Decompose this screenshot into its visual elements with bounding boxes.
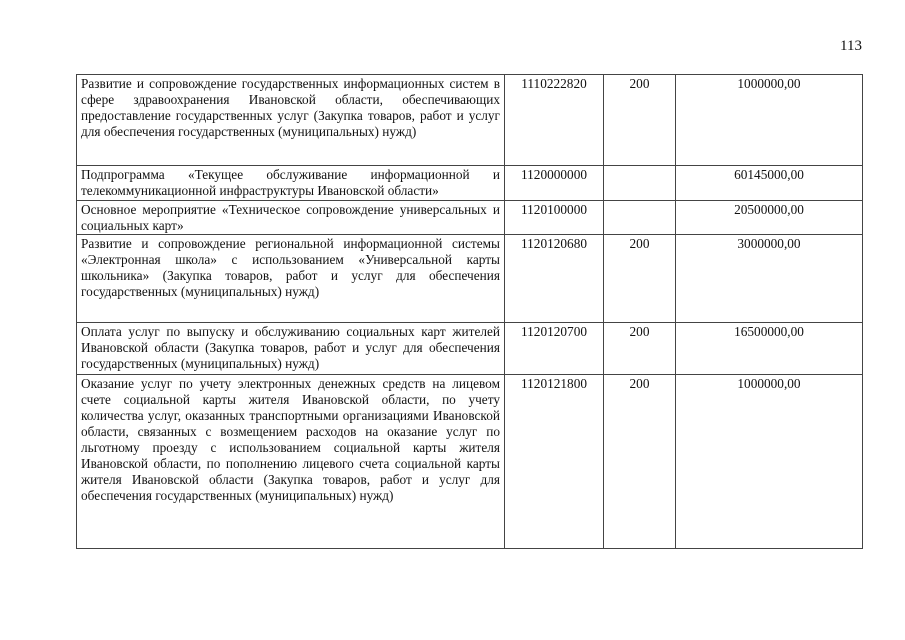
- row-type-cell: 200: [604, 375, 676, 549]
- row-name-cell: Развитие и сопровождение государственных информационных систем в сфере здравоохранения Ивановской области, обеспечивающих предоставление государственных услуг (Закупка товаров, работ и услуг для обеспечения государственных (муниципальных) нужд): [77, 75, 505, 166]
- table-row: [77, 75, 863, 166]
- row-name-cell: Подпрограмма «Текущее обслуживание информационной и телекоммуникационной инфраструктуры Ивановской области»: [77, 166, 505, 201]
- row-sum-cell: 1000000,00: [676, 375, 863, 549]
- row-sum-cell: 3000000,00: [676, 235, 863, 323]
- row-code-cell: 1120120700: [505, 323, 604, 375]
- row-code-cell: 1120121800: [505, 375, 604, 549]
- table-row: [77, 235, 863, 323]
- table-row: [77, 166, 863, 201]
- budget-table: [76, 74, 863, 549]
- row-sum-cell: 16500000,00: [676, 323, 863, 375]
- row-type-cell: 200: [604, 75, 676, 166]
- row-code-cell: 1120120680: [505, 235, 604, 323]
- row-code-cell: 1110222820: [505, 75, 604, 166]
- row-name-cell: Основное мероприятие «Техническое сопровождение универсальных и социальных карт»: [77, 201, 505, 235]
- row-code-cell: 1120100000: [505, 201, 604, 235]
- row-name-cell: Оказание услуг по учету электронных денежных средств на лицевом счете социальной карты жителя Ивановской области, по учету количества услуг, оказанных транспортными организациями Ивановской области, связанных с возмещением расходов на оказание услуг по льготному проезду с использованием социальной карты жителя Ивановской области, по пополнению лицевого счета социальной карты жителя Ивановской области (Закупка товаров, работ и услуг для обеспечения государственных (муниципальных) нужд): [77, 375, 505, 549]
- page-number: 113: [840, 38, 862, 54]
- row-sum-cell: 1000000,00: [676, 75, 863, 166]
- row-name-cell: Развитие и сопровождение региональной информационной системы «Электронная школа» с использованием «Универсальной карты школьника» (Закупка товаров, работ и услуг для обеспечения государственных (муниципальных) нужд): [77, 235, 505, 323]
- table-row: [77, 201, 863, 235]
- row-type-cell: [604, 201, 676, 235]
- row-type-cell: [604, 166, 676, 201]
- row-type-cell: 200: [604, 235, 676, 323]
- row-code-cell: 1120000000: [505, 166, 604, 201]
- row-type-cell: 200: [604, 323, 676, 375]
- row-name-cell: Оплата услуг по выпуску и обслуживанию социальных карт жителей Ивановской области (Закупка товаров, работ и услуг для обеспечения государственных (муниципальных) нужд): [77, 323, 505, 375]
- table-row: [77, 323, 863, 375]
- row-sum-cell: 20500000,00: [676, 201, 863, 235]
- row-sum-cell: 60145000,00: [676, 166, 863, 201]
- table-row: [77, 375, 863, 549]
